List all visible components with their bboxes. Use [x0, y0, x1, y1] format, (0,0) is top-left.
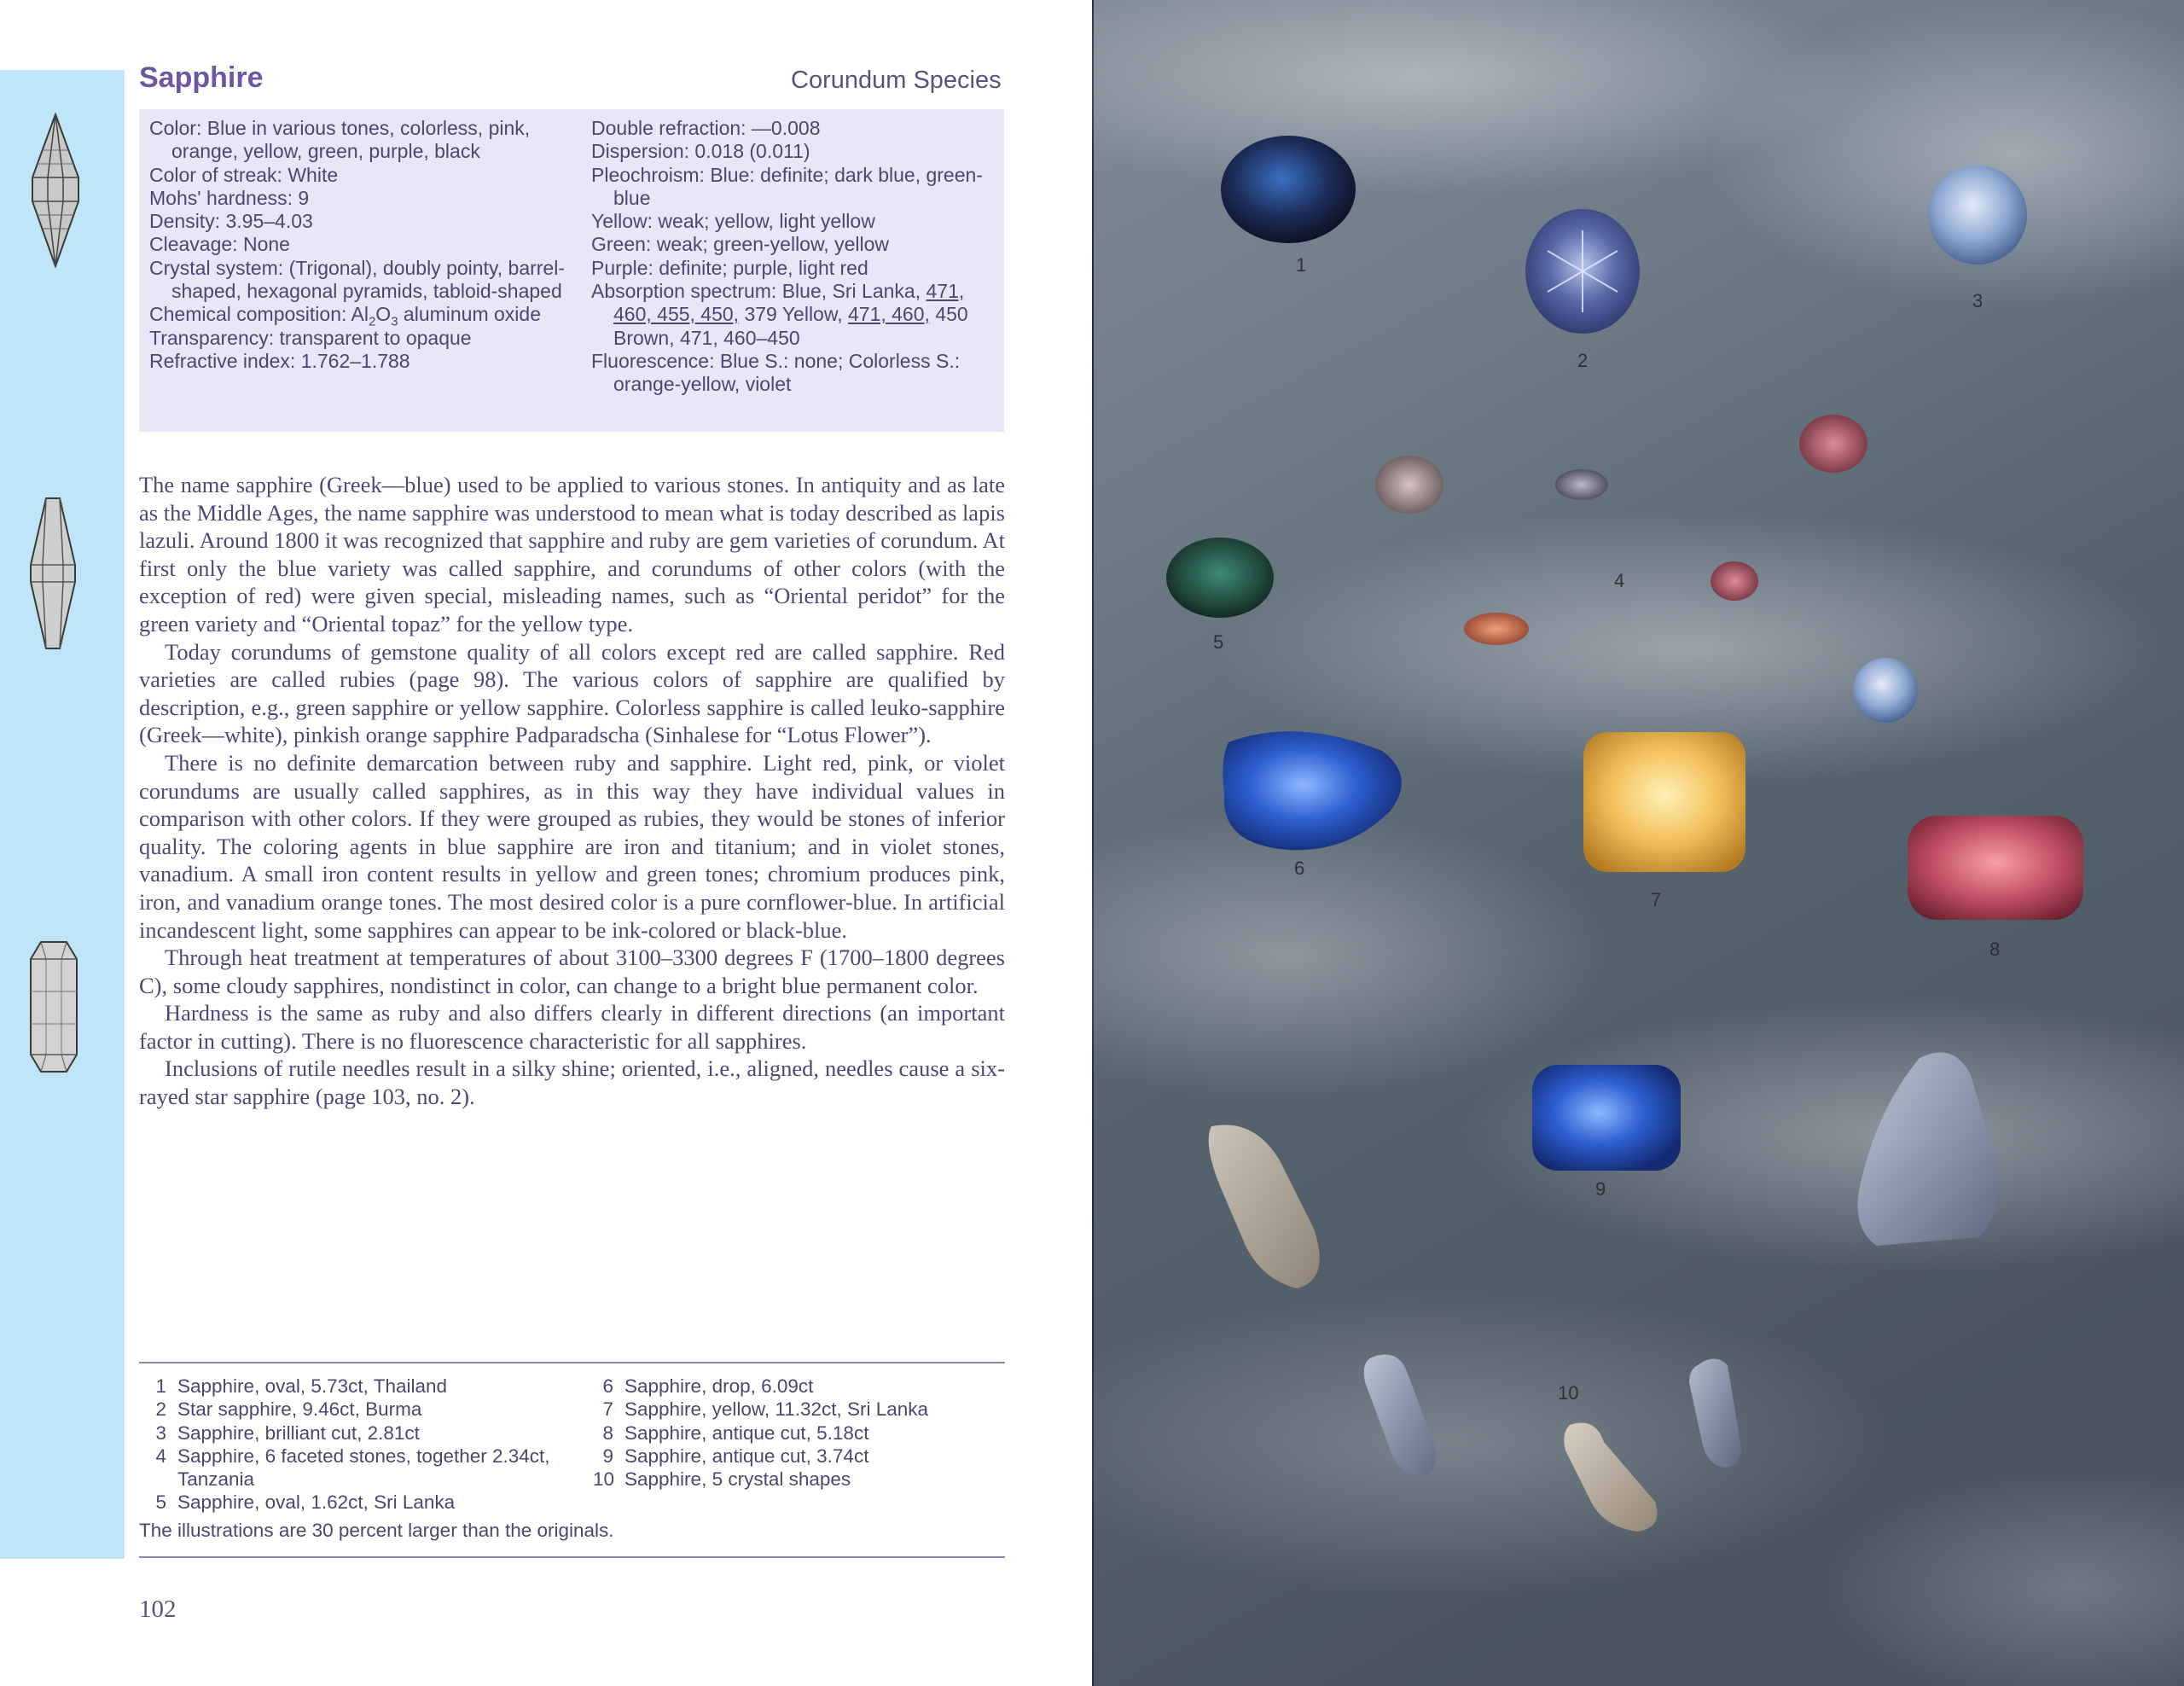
property-dispersion: Dispersion: 0.018 (0.011) [591, 140, 810, 163]
caption-item: 2 Star sapphire, 9.46ct, Burma [155, 1398, 422, 1421]
gemstone-photograph [1092, 0, 2184, 1686]
property-cleavage: Cleavage: None [149, 233, 290, 256]
body-paragraph: The name sapphire (Greek—blue) used to be applied to various stones. In antiquity and as late as the Middle Ages, the name sapphire was understood to mean what is today described as lapis lazuli. Around 1800 it was recognized that sapphire and ruby are gem varieties of corundum. At first only the blue variety was called sapphire, and corundums of other colors (with the exception of red) were given special, misleading names, such as “Oriental peridot” for the green variety and “Oriental topaz” for the yellow type. [139, 472, 1005, 637]
gem-label-3: 3 [1972, 290, 1984, 311]
caption-item: 6 Sapphire, drop, 6.09ct [602, 1375, 814, 1397]
caption-item: 3 Sapphire, brilliant cut, 2.81ct [155, 1421, 420, 1444]
gem-label-6: 6 [1294, 858, 1305, 879]
gem-label-1: 1 [1296, 254, 1307, 276]
caption-item: 10 Sapphire, 5 crystal shapes [593, 1468, 851, 1491]
properties-left-column [149, 117, 576, 373]
property-pleochroism-purple: Purple: definite; purple, light red [591, 256, 868, 279]
species-heading: Corundum Species [791, 67, 1002, 94]
body-paragraph: Hardness is the same as ruby and also differs clearly in different directions (an important factor in cutting). There is no fluorescence characteristic for all sapphires. [139, 1000, 1005, 1054]
page-title: Sapphire [139, 61, 264, 94]
property-chemical-composition: Chemical composition: $Al_2O_3$ aluminum oxide [149, 303, 541, 329]
caption-item: 9 Sapphire, antique cut, 3.74ct [602, 1445, 869, 1467]
body-paragraph: Through heat treatment at temperatures of about 3100–3300 degrees F (1700–1800 degrees C), some cloudy sapphires, nondistinct in color, can change to a bright blue permanent color. [139, 945, 1005, 998]
gem-label-4: 4 [1614, 570, 1625, 591]
captions-left-column [146, 1375, 590, 1514]
property-fluorescence: Fluorescence: Blue S.: none; Colorless S.: orange-yellow, violet [591, 349, 961, 396]
caption-item: 5 Sapphire, oval, 1.62ct, Sri Lanka [155, 1491, 456, 1514]
properties-right-column [591, 117, 992, 397]
barrel-crystal-icon [29, 497, 77, 650]
property-color: Color: Blue in various tones, colorless, pink, orange, yellow, green, purple, black [149, 117, 531, 163]
gem-label-5: 5 [1213, 631, 1224, 653]
gem-label-9: 9 [1595, 1178, 1606, 1200]
captions-right-column [593, 1375, 1002, 1491]
caption-item: 7 Sapphire, yellow, 11.32ct, Sri Lanka [602, 1398, 929, 1421]
caption-item: 4 Sapphire, 6 faceted stones, together 2.34ct, Tanzania [155, 1445, 550, 1491]
gem-label-2: 2 [1577, 350, 1589, 371]
property-double-refraction: Double refraction: —0.008 [591, 117, 821, 139]
article-body [139, 471, 1005, 1111]
body-paragraph: Today corundums of gemstone quality of all colors except red are called sapphire. Red varieties are called rubies (page 98). The various colors of sapphire are qualified by description, e.g., green sapphire or yellow sapphire. Colorless sapphire is called leuko-sapphire (Greek—white), pinkish orange sapphire Padparadscha (Sinhalese for “Lotus Flower”). [139, 638, 1005, 748]
property-absorption-spectrum: Absorption spectrum: Blue, Sri Lanka, 471, 460, 455, 450, 379 Yellow, 471, 460, 450 Brown, 471, 460–450 [591, 280, 968, 349]
tabular-crystal-icon [29, 940, 78, 1073]
property-refractive-index: Refractive index: 1.762–1.788 [149, 349, 410, 372]
body-paragraph: Inclusions of rutile needles result in a silky shine; oriented, i.e., aligned, needles cause a six-rayed star sapphire (page 103, no. 2). [139, 1055, 1005, 1110]
captions-top-rule [139, 1362, 1005, 1363]
bipyramid-crystal-icon [29, 113, 82, 268]
property-crystal-system: Crystal system: (Trigonal), doubly pointy, barrel-shaped, hexagonal pyramids, tabloid-shaped [149, 256, 565, 303]
caption-item: 8 Sapphire, antique cut, 5.18ct [602, 1421, 869, 1444]
gem-label-7: 7 [1651, 889, 1662, 910]
property-hardness: Mohs' hardness: 9 [149, 186, 310, 209]
caption-item: 1 Sapphire, oval, 5.73ct, Thailand [155, 1375, 448, 1397]
property-pleochroism-green: Green: weak; green-yellow, yellow [591, 233, 889, 256]
captions-bottom-rule [139, 1556, 1005, 1558]
gem-label-8: 8 [1989, 939, 2001, 960]
body-paragraph: There is no definite demarcation between ruby and sapphire. Light red, pink, or violet corundums are usually called sapphires, as in this way they have individual values in comparison with other colors. If they were grouped as rubies, they would be stones of inferior quality. The coloring agents in blue sapphire are iron and titanium; and in violet stones, vanadium. A small iron content results in yellow and green tones; chromium produces pink, iron, and vanadium orange tones. The most desired color is a pure cornflower-blue. In artificial incandescent light, some sapphires can appear to be ink-colored or black-blue. [139, 749, 1005, 943]
page-number: 102 [139, 1596, 177, 1623]
properties-box [139, 109, 1004, 432]
property-density: Density: 3.95–4.03 [149, 210, 313, 233]
sidebar-strip [0, 70, 125, 1559]
property-pleochroism-yellow: Yellow: weak; yellow, light yellow [591, 210, 875, 233]
gem-label-10: 10 [1558, 1382, 1579, 1404]
property-transparency: Transparency: transparent to opaque [149, 326, 472, 349]
scale-note: The illustrations are 30 percent larger than the originals. [139, 1520, 614, 1541]
property-pleochroism: Pleochroism: Blue: definite; dark blue, green-blue [591, 163, 983, 209]
property-streak: Color of streak: White [149, 163, 339, 186]
